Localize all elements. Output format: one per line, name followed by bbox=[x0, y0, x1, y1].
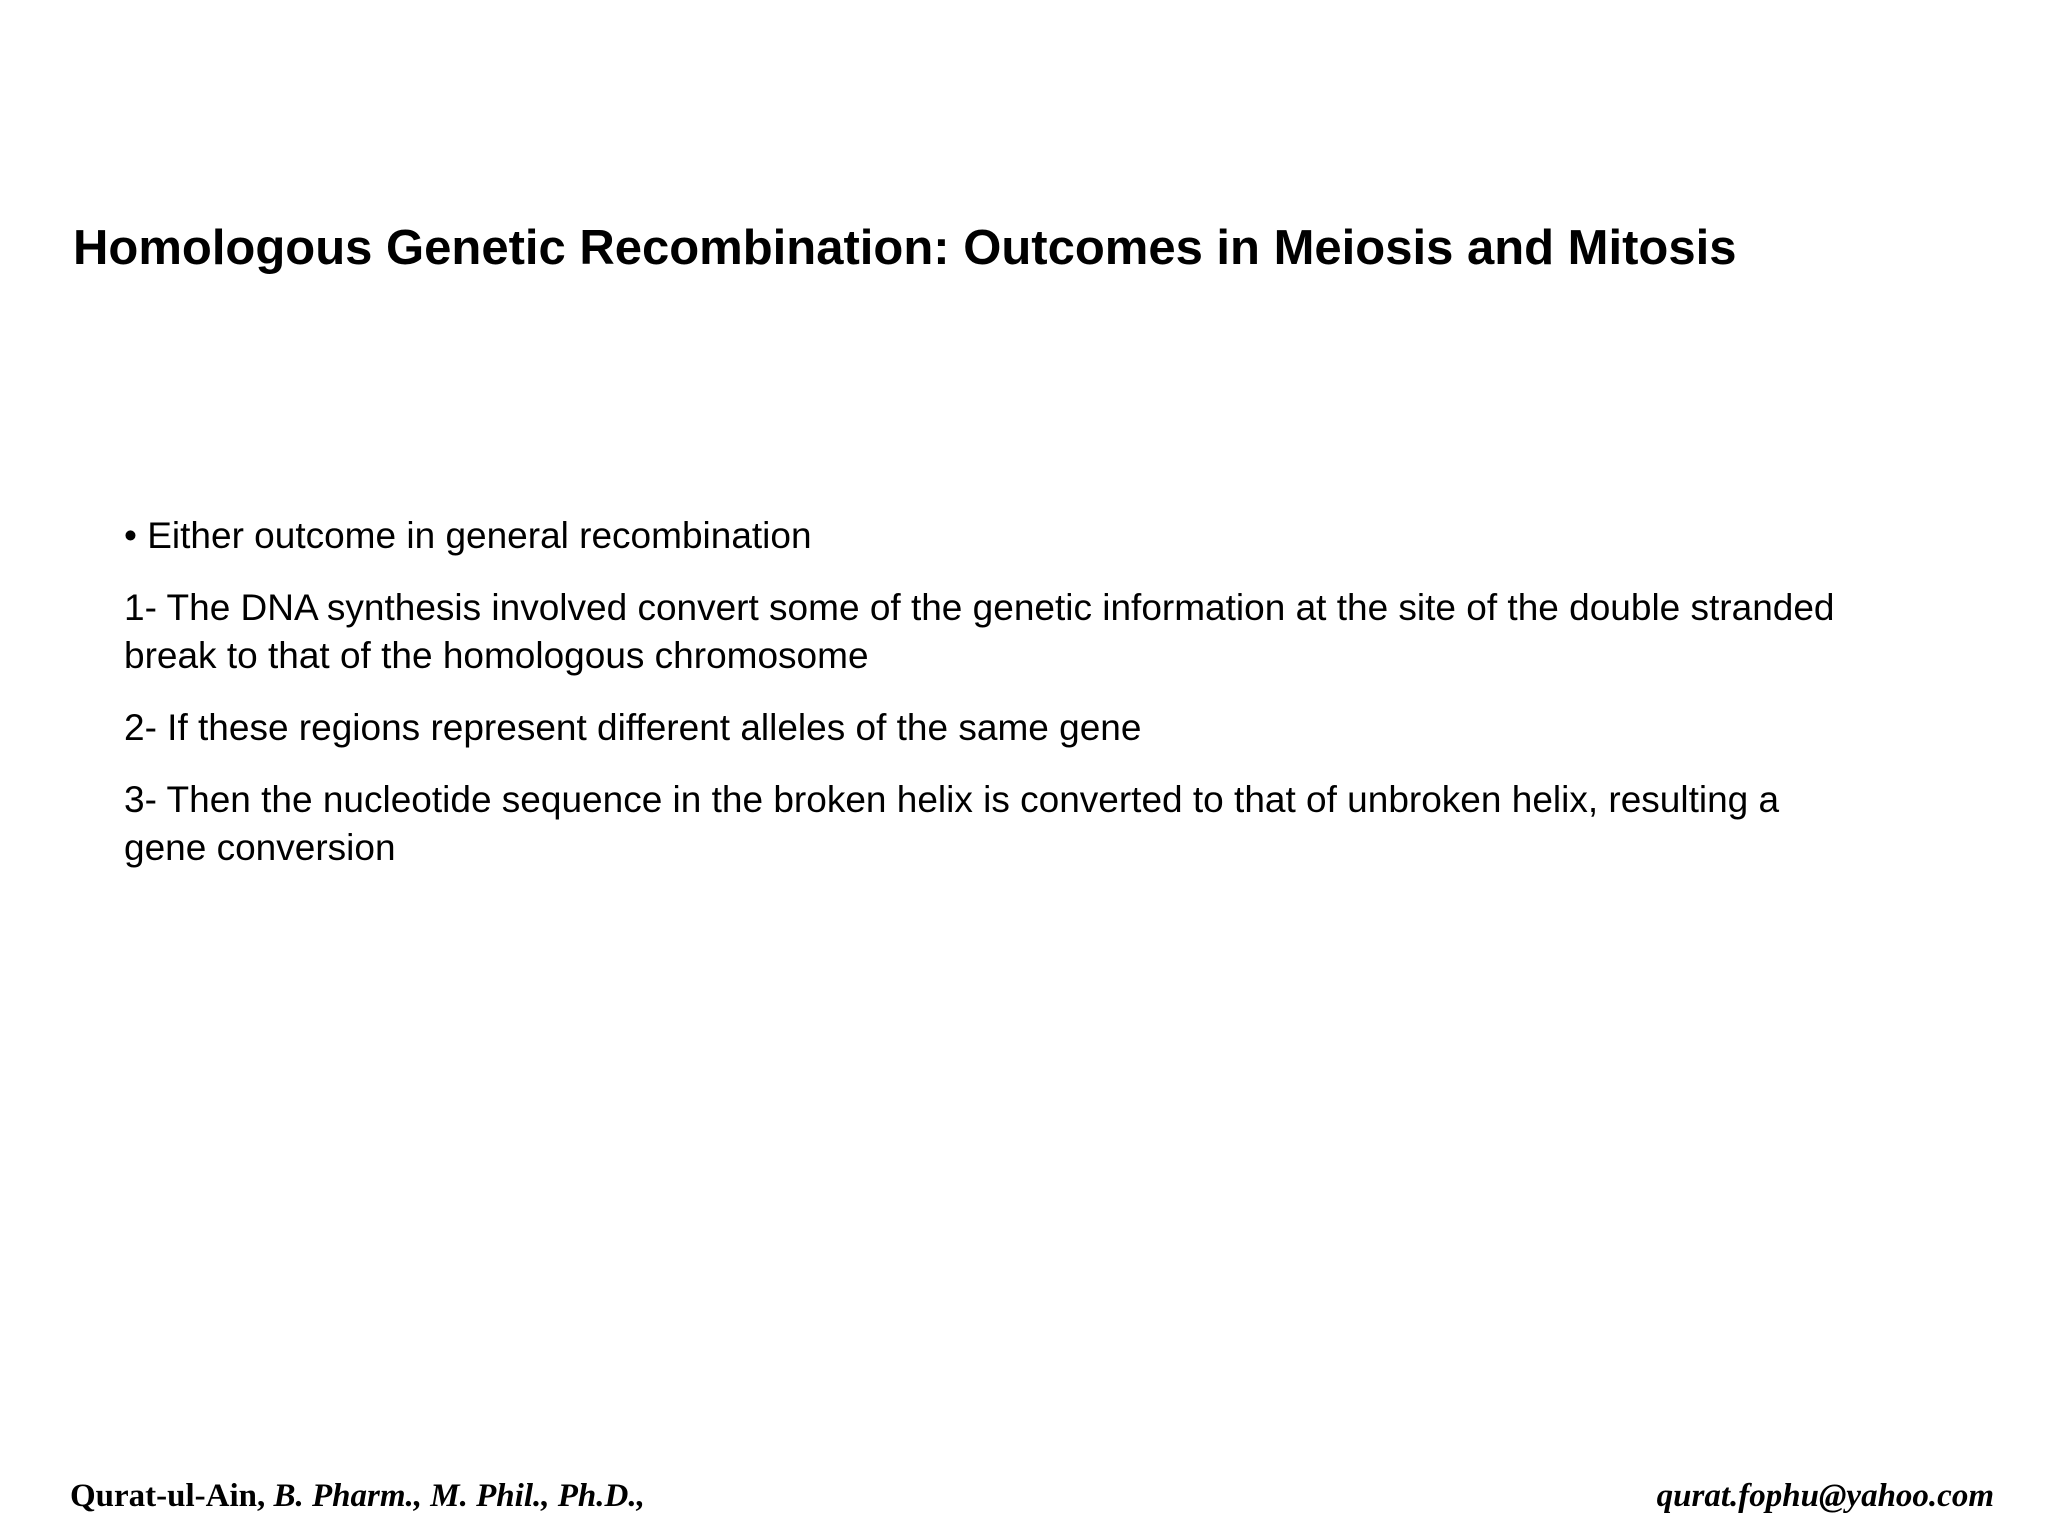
footer-email: qurat.fophu@yahoo.com bbox=[1656, 1478, 1994, 1514]
bullet-point: • Either outcome in general recombination bbox=[124, 515, 812, 556]
numbered-point-1: 1- The DNA synthesis involved convert some of the genetic information at the site of the double stranded break to that of the homologous chromosome bbox=[124, 587, 1835, 676]
numbered-point-3: 3- Then the nucleotide sequence in the broken helix is converted to that of unbroken helix, resulting a gene conversion bbox=[124, 779, 1780, 868]
numbered-point-2: 2- If these regions represent different alleles of the same gene bbox=[124, 707, 1142, 748]
author-credentials: B. Pharm., M. Phil., Ph.D., bbox=[273, 1478, 645, 1514]
author-name: Qurat-ul-Ain, bbox=[70, 1478, 266, 1514]
slide-body bbox=[124, 512, 1844, 896]
footer-author bbox=[70, 1478, 645, 1515]
slide-title: Homologous Genetic Recombination: Outcomes in Meiosis and Mitosis bbox=[73, 221, 1737, 275]
